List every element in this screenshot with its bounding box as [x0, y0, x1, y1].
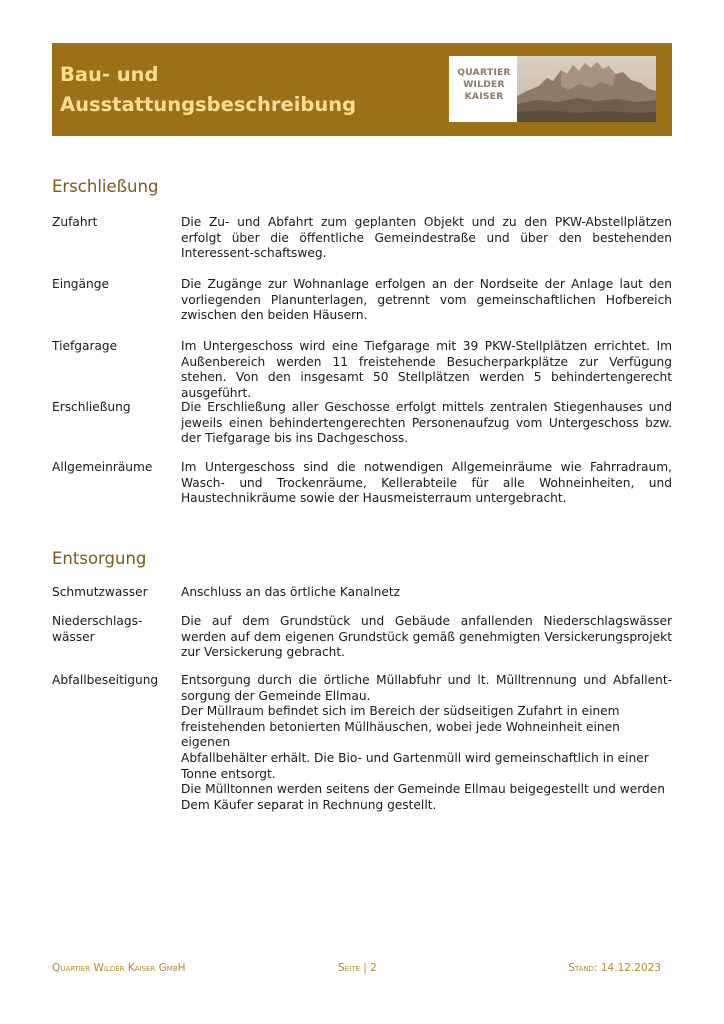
row-label-line-1: Niederschlags- [52, 614, 143, 628]
row-text: Im Untergeschoss sind die notwendigen Allgemeinräume wie Fahrradraum, Wasch- und Trockenräume, Kellerabteile für alle Wohneinheiten, und Haustechnikräume sowie der Hausmeisterraum untergebracht. [181, 460, 672, 506]
row-label: Allgemeinräume [52, 460, 153, 474]
header-banner [52, 43, 672, 136]
logo-line-3: KAISER [464, 91, 504, 102]
document-title [60, 60, 356, 120]
row-label: Eingänge [52, 277, 109, 291]
row-allgemeinraeume [52, 460, 672, 510]
row-label: Zufahrt [52, 215, 98, 229]
logo-text [453, 67, 515, 103]
row-label: Erschließung [52, 400, 131, 414]
row-abfallbeseitigung [52, 673, 672, 812]
row-text: Die auf dem Grundstück und Gebäude anfallenden Niederschlagswässer werden auf dem eigenen Grundstück gemäß genehmigten Versickerungsprojekt zur Versickerung gebracht. [181, 614, 672, 660]
row-text: Die Erschließung aller Geschosse erfolgt mittels zentralen Stiegenhauses und jeweils einen behindertengerechten Personenaufzug vom Untergeschoss bzw. der Tiefgarage bis ins Dachgeschoss. [181, 400, 672, 446]
footer-company: Quartier Wilder Kaiser GmbH [52, 962, 186, 974]
row-text-line: Dem Käufer separat in Rechnung gestellt. [181, 797, 437, 812]
row-text-paragraph-1: Entsorgung durch die örtliche Müllabfuhr und lt. Mülltrennung und Abfallent-sorgung der Gemeinde Ellmau. [181, 673, 672, 703]
row-label: Tiefgarage [52, 339, 118, 353]
mountain-photo-icon [517, 56, 656, 122]
row-text-line: Der Müllraum befindet sich im Bereich der südseitigen Zufahrt in einem [181, 704, 620, 719]
row-text-line: freistehenden betonierten Müllhäuschen, wobei jede Wohneinheit einen eigenen [181, 719, 620, 750]
footer-date: Stand: 14.12.2023 [568, 962, 661, 974]
row-niederschlagswaesser [52, 614, 672, 664]
section-heading-erschliessung: Erschließung [52, 177, 159, 196]
title-line-2: Ausstattungsbeschreibung [60, 93, 357, 116]
footer-page-number: Seite | 2 [338, 962, 377, 974]
row-text-line: Tonne entsorgt. [181, 766, 276, 781]
company-logo [449, 56, 656, 122]
row-text [181, 673, 672, 813]
row-erschliessung [52, 400, 672, 450]
row-schmutzwasser [52, 585, 672, 603]
row-tiefgarage [52, 339, 672, 400]
row-label: Abfallbeseitigung [52, 673, 159, 687]
row-text: Die Zu- und Abfahrt zum geplanten Objekt und zu den PKW-Abstellplätzen erfolgt über die öffentliche Gemeindestraße und über den bestehenden Interessent-schaftsweg. [181, 215, 672, 261]
row-label-line-2: wässer [52, 629, 95, 644]
row-text-line: Abfallbehälter erhält. Die Bio- und Gartenmüll wird gemeinschaftlich in einer [181, 750, 649, 765]
row-label: Schmutzwasser [52, 585, 148, 599]
logo-line-1: QUARTIER [457, 67, 511, 78]
title-line-1: Bau- und [60, 63, 159, 86]
row-text: Anschluss an das örtliche Kanalnetz [181, 585, 401, 599]
row-text-line: Die Mülltonnen werden seitens der Gemeinde Ellmau beigegestellt und werden [181, 782, 665, 797]
logo-line-2: WILDER [463, 79, 505, 90]
row-text: Im Untergeschoss wird eine Tiefgarage mit 39 PKW-Stellplätzen errichtet. Im Außenbereich werden 11 freistehende Besucherparkplätze zur Verfügung stehen. Von den insgesamt 50 Stellplätzen werden 5 behindertengerecht ausgeführt. [181, 339, 672, 400]
section-heading-entsorgung: Entsorgung [52, 549, 147, 568]
row-eingaenge [52, 277, 672, 327]
row-label [52, 614, 177, 645]
row-text: Die Zugänge zur Wohnanlage erfolgen an der Nordseite der Anlage laut den vorliegenden Planunterlagen, getrennt vom gemeinschaftlichen Hofbereich zwischen den beiden Häusern. [181, 277, 672, 323]
row-zufahrt [52, 215, 672, 265]
